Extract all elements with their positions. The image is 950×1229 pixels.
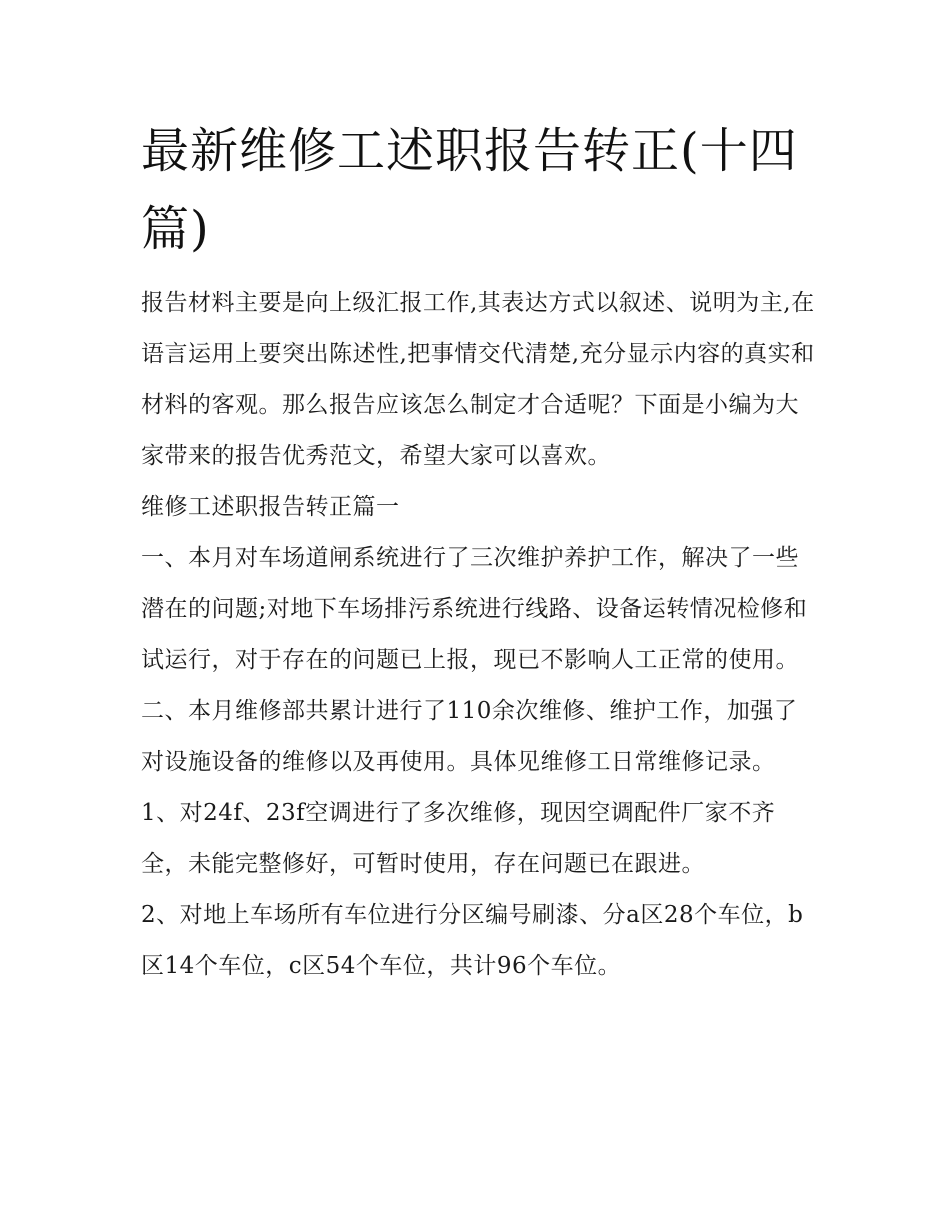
body-paragraph: 一、本月对车场道闸系统进行了三次维护养护工作，解决了一些潜在的问题;对地下车场排污系统进行线路、设备运转情况检修和试运行，对于存在的问题已上报，现已不影响人工正常的使用。 <box>141 545 808 673</box>
document-page <box>141 112 816 992</box>
intro-paragraph: 报告材料主要是向上级汇报工作,其表达方式以叙述、说明为主,在语言运用上要突出陈述性,把事情交代清楚,充分显示内容的真实和材料的客观。那么报告应该怎么制定才合适呢？下面是小编为大家带来的报告优秀范文，希望大家可以喜欢。 <box>141 290 815 469</box>
document-title: 最新维修工述职报告转正(十四篇) <box>141 123 798 257</box>
body-paragraph: 2、对地上车场所有车位进行分区编号刷漆、分a区28个车位，b区14个车位，c区54个车位，共计96个车位。 <box>141 902 804 979</box>
body-paragraph: 二、本月维修部共累计进行了110余次维修、维护工作，加强了对设施设备的维修以及再使用。具体见维修工日常维修记录。 <box>141 698 798 775</box>
section-heading: 维修工述职报告转正篇一 <box>141 494 400 520</box>
body-paragraph: 1、对24f、23f空调进行了多次维修，现因空调配件厂家不齐全，未能完整修好，可暂时使用，存在问题已在跟进。 <box>141 800 776 877</box>
